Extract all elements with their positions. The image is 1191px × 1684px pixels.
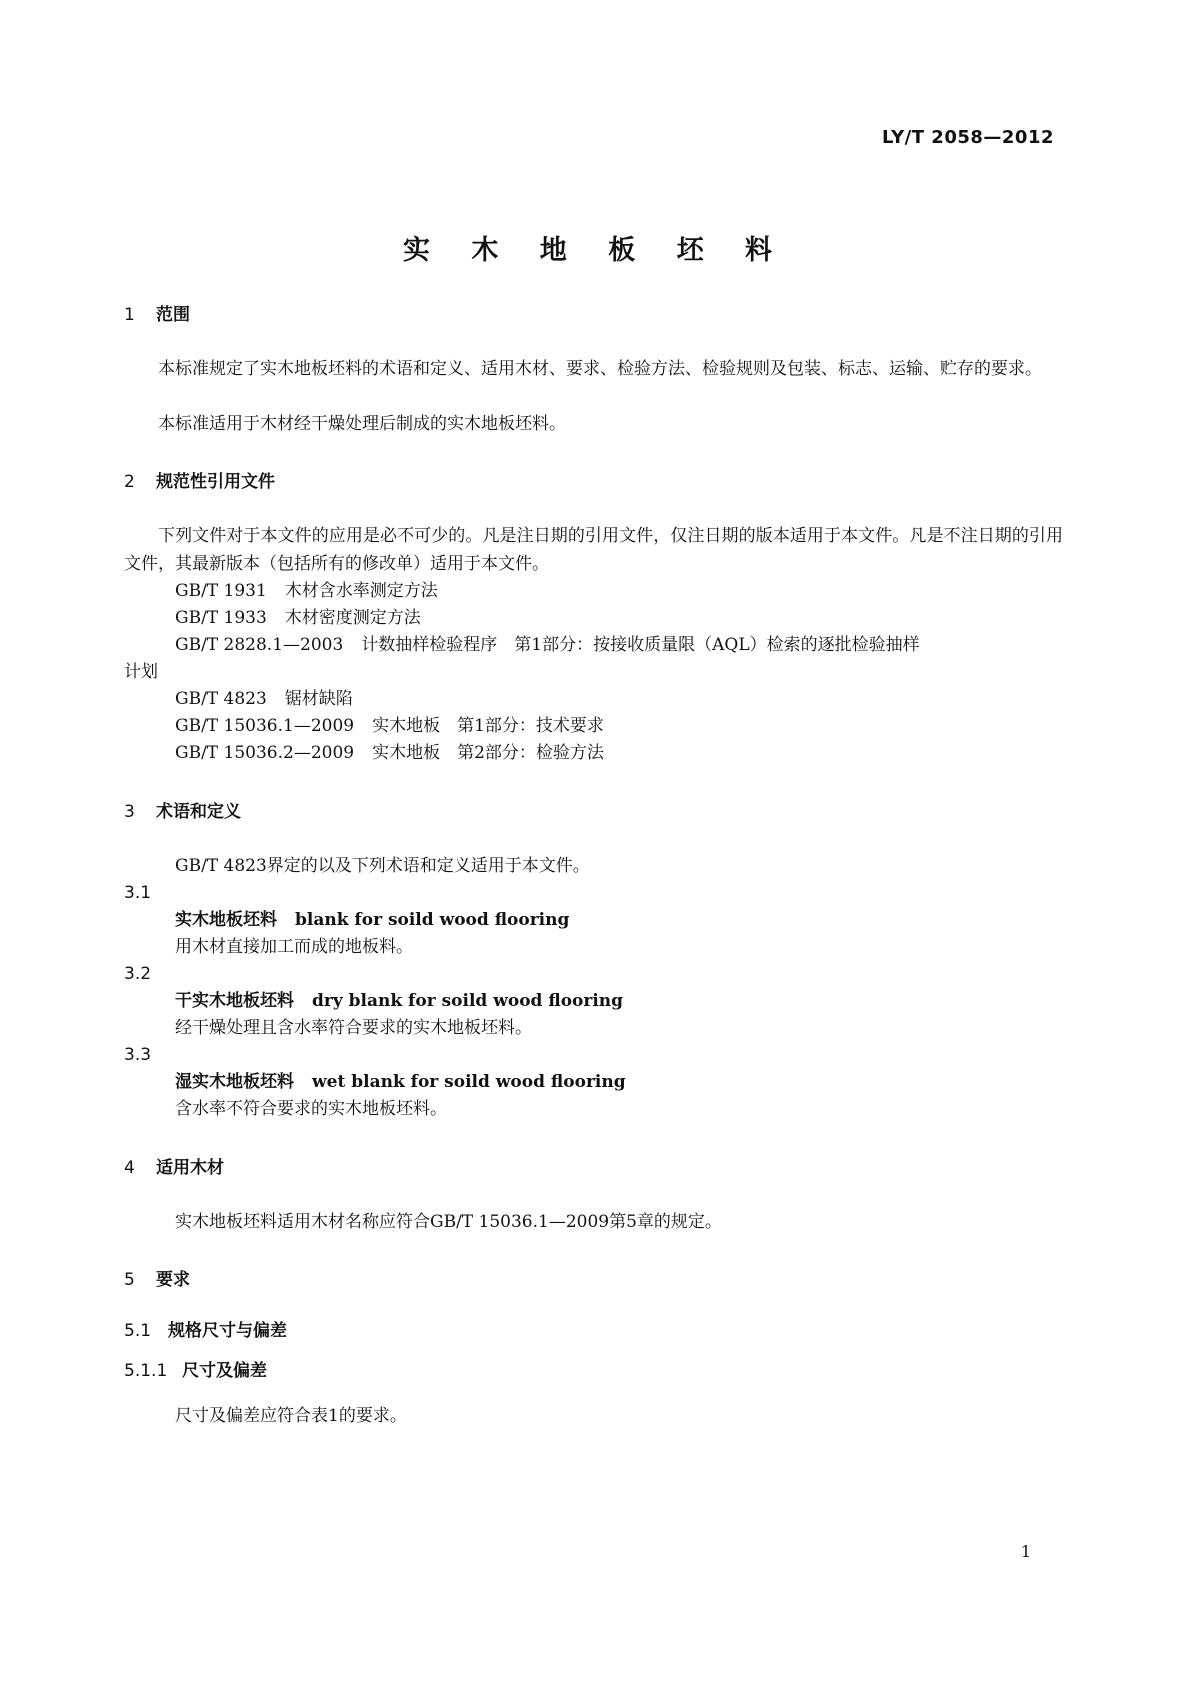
term-title <box>175 906 569 934</box>
section-title: 范围 <box>156 305 190 325</box>
term-chinese: 湿实木地板坯料 <box>175 1072 294 1092</box>
term-chinese: 干实木地板坯料 <box>175 991 294 1011</box>
term-chinese: 实木地板坯料 <box>175 910 277 930</box>
reference-code: GB/T 2828.1—2003 <box>175 635 344 655</box>
section-3-intro: GB/T 4823界定的以及下列术语和定义适用于本文件。 <box>175 856 590 876</box>
section-number: 5.1.1 <box>124 1361 168 1381</box>
term-definition: 用木材直接加工而成的地板料。 <box>175 937 413 957</box>
section-2-intro: 下列文件对于本文件的应用是必不可少的。凡是注日期的引用文件，仅注日期的版本适用于本文件。凡是不注日期的引用文件，其最新版本（包括所有的修改单）适用于本文件。 <box>124 526 1063 574</box>
section-number: 3 <box>124 802 135 822</box>
section-title: 规范性引用文件 <box>156 472 275 492</box>
section-number: 5 <box>124 1270 135 1290</box>
reference-title: 实木地板 第1部分：技术要求 <box>372 716 604 736</box>
reference-title: 锯材缺陷 <box>284 689 353 709</box>
reference-title-continued: 计划 <box>124 662 158 682</box>
subsection-5-1-1-heading <box>124 1356 267 1381</box>
section-number: 2 <box>124 472 135 492</box>
reference-title: 木材含水率测定方法 <box>284 581 438 601</box>
subsection-5-1-heading <box>124 1316 287 1341</box>
section-5-heading <box>124 1265 190 1290</box>
section-5-paragraph: 尺寸及偏差应符合表1的要求。 <box>175 1406 407 1426</box>
term-number: 3.2 <box>124 964 152 984</box>
reference-item <box>175 712 604 740</box>
term-definition: 经干燥处理且含水率符合要求的实木地板坯料。 <box>175 1018 532 1038</box>
reference-item <box>175 685 353 713</box>
term-english: wet blank for soild wood flooring <box>312 1072 626 1092</box>
section-number: 1 <box>124 305 135 325</box>
section-title: 术语和定义 <box>156 802 241 822</box>
reference-item <box>175 631 920 659</box>
reference-code: GB/T 15036.2—2009 <box>175 743 355 763</box>
reference-code: GB/T 1933 <box>175 608 267 628</box>
term-definition: 含水率不符合要求的实木地板坯料。 <box>175 1099 447 1119</box>
section-title: 要求 <box>156 1270 190 1290</box>
term-number: 3.1 <box>124 883 152 903</box>
section-4-paragraph: 实木地板坯料适用木材名称应符合GB/T 15036.1—2009第5章的规定。 <box>175 1212 722 1232</box>
section-title: 尺寸及偏差 <box>182 1361 267 1381</box>
reference-code: GB/T 1931 <box>175 581 267 601</box>
page-number: 1 <box>1020 1542 1031 1561</box>
reference-code: GB/T 4823 <box>175 689 267 709</box>
term-title <box>175 1068 626 1096</box>
section-2-heading <box>124 467 275 492</box>
term-number: 3.3 <box>124 1045 152 1065</box>
reference-item <box>175 604 421 632</box>
reference-item <box>175 577 438 605</box>
section-4-heading <box>124 1153 224 1178</box>
section-1-paragraph-1: 本标准规定了实木地板坯料的术语和定义、适用木材、要求、检验方法、检验规则及包装、标志、运输、贮存的要求。 <box>158 359 1042 379</box>
section-title: 适用木材 <box>156 1158 224 1178</box>
section-number: 5.1 <box>124 1321 152 1341</box>
term-english: blank for soild wood flooring <box>295 910 570 930</box>
section-3-heading <box>124 797 241 822</box>
term-title <box>175 987 623 1015</box>
document-title: 实 木 地 板 坯 料 <box>403 235 788 266</box>
section-1-paragraph-2: 本标准适用于木材经干燥处理后制成的实木地板坯料。 <box>158 414 566 434</box>
standard-code: LY/T 2058—2012 <box>881 127 1054 148</box>
section-1-heading <box>124 300 190 325</box>
term-english: dry blank for soild wood flooring <box>312 991 624 1011</box>
reference-title: 计数抽样检验程序 第1部分：按接收质量限（AQL）检索的逐批检验抽样 <box>361 635 920 655</box>
section-number: 4 <box>124 1158 135 1178</box>
reference-title: 实木地板 第2部分：检验方法 <box>372 743 604 763</box>
reference-code: GB/T 15036.1—2009 <box>175 716 355 736</box>
reference-title: 木材密度测定方法 <box>284 608 421 628</box>
reference-item <box>175 739 604 767</box>
section-title: 规格尺寸与偏差 <box>168 1321 287 1341</box>
